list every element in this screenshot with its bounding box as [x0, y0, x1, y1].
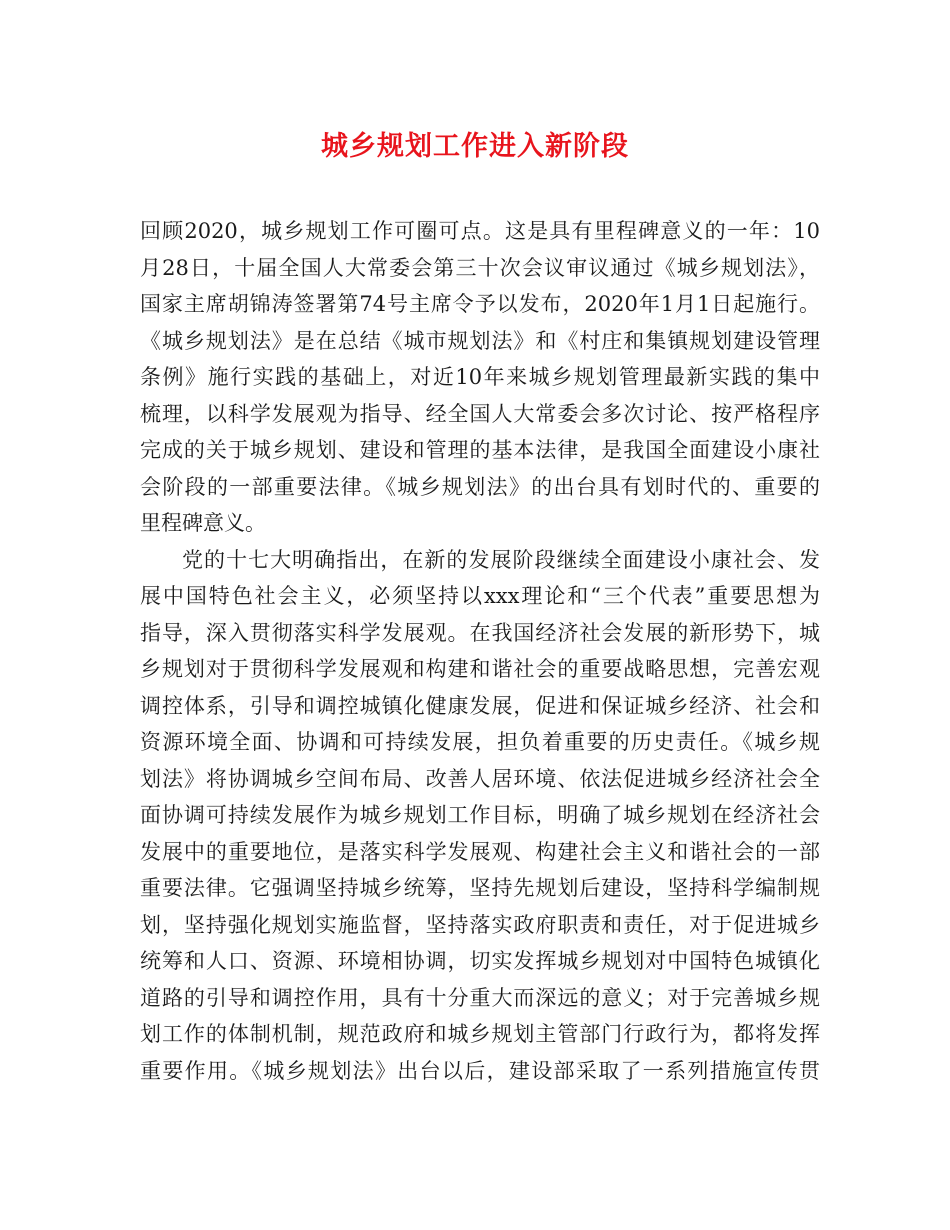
text-line: 重要法律。它强调坚持城乡统筹，坚持先规划后建设，坚持科学编制规	[140, 876, 820, 900]
text-line: 《城乡规划法》是在总结《城市规划法》和《村庄和集镇规划建设管理	[140, 328, 820, 353]
text-line: 里程碑意义。	[140, 511, 266, 535]
text-line: 划，坚持强化规划实施监督，坚持落实政府职责和责任，对于促进城乡	[140, 912, 820, 937]
text-line: 调控体系，引导和调控城镇化健康发展，促进和保证城乡经济、社会和	[140, 693, 820, 718]
text-line: 梳理，以科学发展观为指导、经全国人大常委会多次讨论、按严格程序	[140, 401, 820, 426]
text-line: 道路的引导和调控作用，具有十分重大而深远的意义；对于完善城乡规	[140, 985, 820, 1010]
paragraph	[140, 542, 820, 1090]
text-line: 统筹和人口、资源、环境相协调，切实发挥城乡规划对中国特色城镇化	[140, 949, 820, 973]
page-title: 城乡规划工作进入新阶段	[321, 131, 629, 162]
text-line: 党的十七大明确指出，在新的发展阶段继续全面建设小康社会、发	[182, 547, 820, 572]
paragraph	[140, 213, 820, 542]
text-line: 划法》将协调城乡空间布局、改善人居环境、依法促进城乡经济社会全	[140, 766, 820, 791]
text-line: 发展中的重要地位，是落实科学发展观、构建社会主义和谐社会的一部	[140, 839, 820, 864]
text-line: 会阶段的一部重要法律。《城乡规划法》的出台具有划时代的、重要的	[140, 474, 820, 499]
document-body	[140, 213, 820, 1089]
text-line: 资源环境全面、协调和可持续发展，担负着重要的历史责任。《城乡规	[140, 730, 820, 754]
text-line: 重要作用。《城乡规划法》出台以后，建设部采取了一系列措施宣传贯	[140, 1058, 820, 1083]
text-line: 月28日，十届全国人大常委会第三十次会议审议通过《城乡规划法》，	[140, 255, 820, 280]
text-line: 划工作的体制机制，规范政府和城乡规划主管部门行政行为，都将发挥	[140, 1022, 820, 1046]
text-line: 条例》施行实践的基础上，对近10年来城乡规划管理最新实践的集中	[140, 365, 820, 389]
text-line: 指导，深入贯彻落实科学发展观。在我国经济社会发展的新形势下，城	[140, 620, 820, 645]
text-line: 面协调可持续发展作为城乡规划工作目标，明确了城乡规划在经济社会	[140, 803, 820, 827]
text-line: 乡规划对于贯彻科学发展观和构建和谐社会的重要战略思想，完善宏观	[140, 657, 820, 681]
text-line: 完成的关于城乡规划、建设和管理的基本法律，是我国全面建设小康社	[140, 438, 820, 462]
text-line: 国家主席胡锦涛签署第74号主席令予以发布，2020年1月1日起施行。	[140, 292, 820, 316]
text-line: 展中国特色社会主义，必须坚持以xxx理论和“三个代表”重要思想为	[140, 584, 820, 608]
text-line: 回顾2020，城乡规划工作可圈可点。这是具有里程碑意义的一年：10	[140, 219, 820, 243]
